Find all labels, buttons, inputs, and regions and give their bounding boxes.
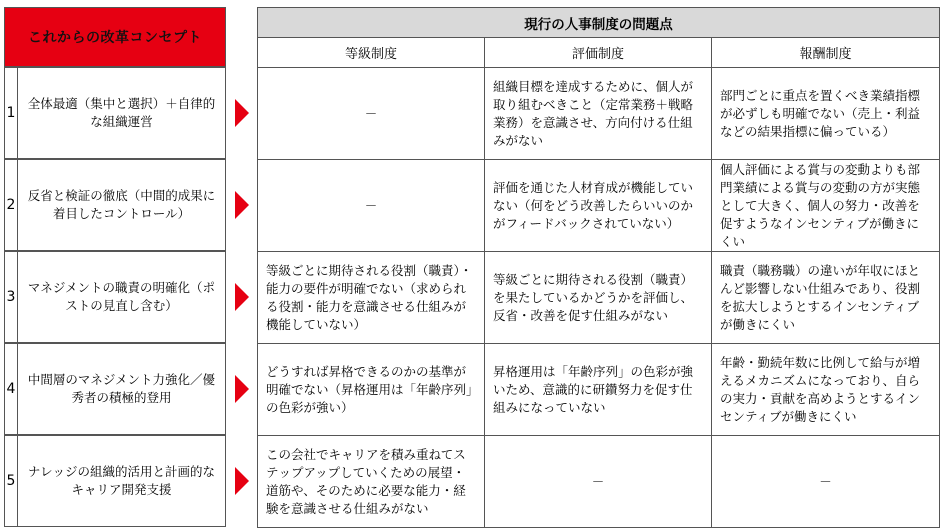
row-number: 5 <box>4 435 18 527</box>
row-number: 1 <box>4 67 18 159</box>
eval-text: 組織目標を達成するために、個人が取り組むべきこと（定常業務＋戦略業務）を意識させ、方向付ける仕組みがない <box>493 78 694 148</box>
grade-cell <box>257 160 485 252</box>
concept-cell: ナレッジの組織的活用と計画的なキャリア開発支援 <box>18 435 226 527</box>
grade-cell <box>257 252 485 344</box>
eval-cell <box>484 68 712 160</box>
grade-cell <box>257 436 485 528</box>
grade-cell <box>257 344 485 436</box>
pay-cell <box>711 344 940 436</box>
col-header-grade: 等級制度 <box>257 38 485 68</box>
pay-text: 個人評価による賞与の変動よりも部門業績による賞与の変動の方が実態として大きく、個人の努力・改善を促すようなインセンティブが働きにくい <box>720 161 921 249</box>
grade-text: どうすれば昇格できるのかの基準が明確でない（昇格運用は「年齢序列」の色彩が強い） <box>266 363 473 415</box>
arrow-right-icon <box>235 283 249 311</box>
pay-cell <box>711 436 940 528</box>
pay-cell <box>711 160 940 252</box>
eval-text: 昇格運用は「年齢序列」の色彩が強いため、意識的に研鑽努力を促す仕組みになっていない <box>493 363 694 415</box>
eval-cell <box>484 252 712 344</box>
arrow-right-icon <box>235 191 249 219</box>
arrow-right-icon <box>235 375 249 403</box>
problems-title: 現行の人事制度の問題点 <box>257 7 940 38</box>
pay-text: 職責（職務職）の違いが年収にほとんど影響しない仕組みであり、役割を拡大しようとするインセンティブが働きにくい <box>720 262 921 332</box>
eval-cell <box>484 344 712 436</box>
pay-text: 部門ごとに重点を置くべき業績指標が必ずしも明確でない（売上・利益などの結果指標に偏っている） <box>720 87 921 139</box>
concept-header: これからの改革コンセプト <box>4 7 226 67</box>
col-header-pay: 報酬制度 <box>711 38 940 68</box>
eval-text: 評価を通じた人材育成が機能していない（何をどう改善したらいいのかがフィードバックされていない） <box>493 179 694 231</box>
eval-text: 等級ごとに期待される役割（職責）を果たしているかどうかを評価し、反省・改善を促す仕組みがない <box>493 271 694 323</box>
concept-cell: マネジメントの職責の明確化（ポストの見直し含む） <box>18 251 226 343</box>
arrow-right-icon <box>235 99 249 127</box>
arrow-right-icon <box>235 467 249 495</box>
concept-cell: 反省と検証の徹底（中間的成果に着目したコントロール） <box>18 159 226 251</box>
pay-text: － <box>819 473 832 489</box>
grade-text: － <box>364 105 378 121</box>
row-number: 4 <box>4 343 18 435</box>
concept-cell: 全体最適（集中と選択）＋自律的な組織運営 <box>18 67 226 159</box>
grade-text: － <box>364 197 378 213</box>
grade-text: 等級ごとに期待される役割（職責）・能力の要件が明確でない（求められる役割・能力を意識させる仕組みが機能していない） <box>266 262 473 332</box>
pay-cell <box>711 68 940 160</box>
concept-cell: 中間層のマネジメント力強化／優秀者の積極的登用 <box>18 343 226 435</box>
pay-cell <box>711 252 940 344</box>
row-number: 3 <box>4 251 18 343</box>
row-number: 2 <box>4 159 18 251</box>
pay-text: 年齢・勤続年数に比例して給与が増えるメカニズムになっており、自らの実力・貢献を高めようとするインセンティブが働きにくい <box>720 354 921 424</box>
eval-cell <box>484 160 712 252</box>
col-header-eval: 評価制度 <box>484 38 712 68</box>
grade-text: この会社でキャリアを積み重ねてステップアップしていくための展望・道筋や、そのために必要な能力・経験を意識させる仕組みがない <box>266 446 466 516</box>
grade-cell <box>257 68 485 160</box>
eval-cell <box>484 436 712 528</box>
eval-text: － <box>591 473 605 489</box>
